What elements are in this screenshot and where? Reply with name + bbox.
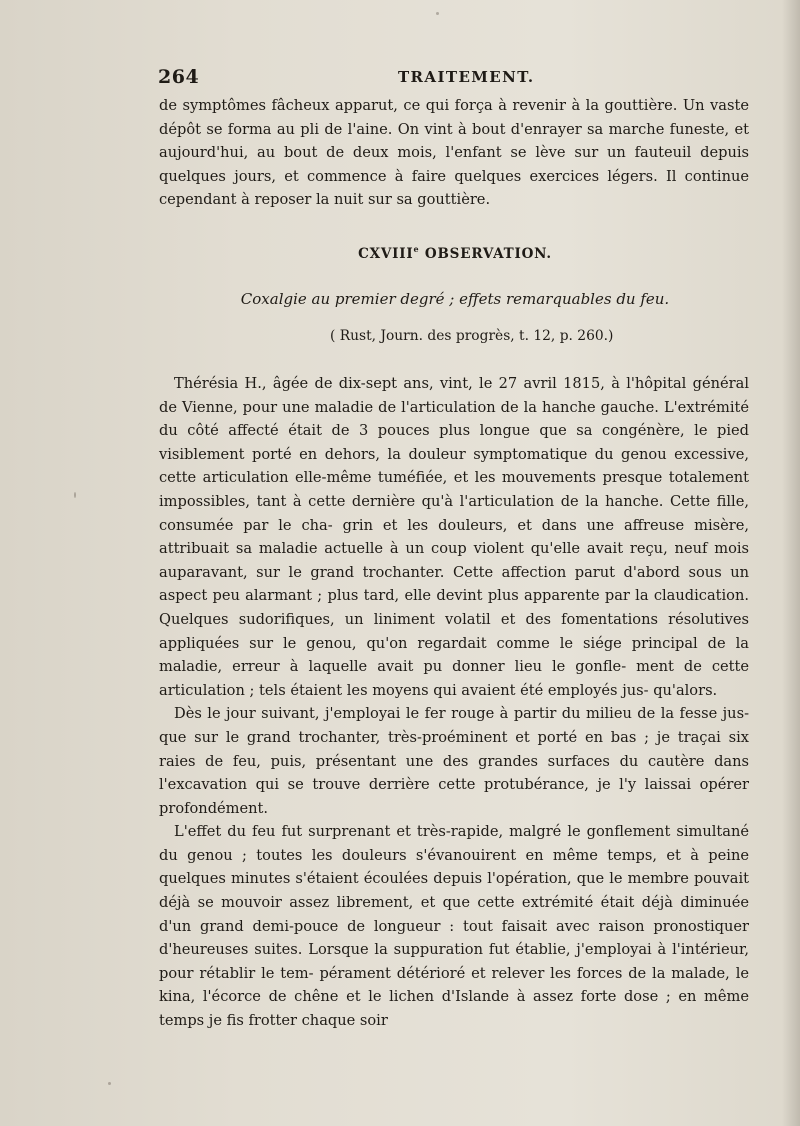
text-line: des fomentations résolutives appliquées sur le genou, qu'on regardait comme xyxy=(159,610,749,652)
running-head: TRAITEMENT. xyxy=(398,68,535,86)
text-line: du genou ; toutes les douleurs s'évanouirent en même temps, et à peine quelques xyxy=(159,846,749,888)
text-line: de symptômes fâcheux apparut, ce qui força à revenir à la gouttière. Un vaste xyxy=(159,97,749,114)
text-line: Thérésia H., âgée de dix-sept ans, vint, le 27 avril 1815, à l'hôpital général de xyxy=(159,375,749,416)
text-line: que sur le grand trochanter, très-proéminent et porté en bas ; je traçai six raies xyxy=(159,728,749,770)
paragraph-2 xyxy=(159,702,749,820)
page-header xyxy=(158,66,750,92)
paper-speck xyxy=(108,1082,111,1085)
observation-number-suffix: e xyxy=(413,244,420,254)
text-line: cette dernière qu'à l'articulation de la hanche. Cette fille, consumée par le cha- xyxy=(159,492,750,534)
text-line: jours, et commence à faire quelques exercices légers. Il continue cependant à xyxy=(159,167,750,209)
text-line: demi-pouce de longueur : tout faisait avec raison pronostiquer d'heureuses suites. xyxy=(159,917,749,959)
text-line: qui se trouve derrière cette protubérance, je l'y laissai opérer profondément. xyxy=(159,776,749,817)
text-line: de feu, puis, présentant une des grandes surfaces du cautère dans l'excavation xyxy=(159,752,749,794)
paper-speck xyxy=(436,12,439,15)
text-line: dépôt se forma au pli de l'aine. On vint à bout d'enrayer sa marche funeste, et xyxy=(159,120,749,138)
observation-number: CXVIII xyxy=(358,246,414,262)
text-line: grin et les douleurs, et dans une affreuse misère, attribuait sa maladie actuelle xyxy=(159,516,749,558)
paper-speck xyxy=(74,492,76,498)
main-body xyxy=(159,372,749,1033)
text-line: Cette affection parut d'abord sous un aspect peu alarmant ; plus tard, elle devint xyxy=(159,563,749,605)
text-line: aujourd'hui, au bout de deux mois, l'enfant se lève sur un fauteuil depuis quelques xyxy=(159,144,749,185)
text-line: elle-même tuméfiée, et les mouvements presque totalement impossibles, tant à xyxy=(159,469,750,510)
text-line: mouvoir assez librement, et que cette extrémité était déjà diminuée d'un grand xyxy=(159,894,749,935)
text-line: reposer la nuit sur sa gouttière. xyxy=(254,191,491,209)
citation: ( Rust, Journ. des progrès, t. 12, p. 260.) xyxy=(330,328,614,344)
text-line: plus apparente par la claudication. Quelques sudorifiques, un liniment volatil et xyxy=(159,587,750,628)
intro-paragraph xyxy=(159,94,749,212)
text-line: et le lichen d'Islande à assez forte dose ; en même temps je fis frotter chaque soir xyxy=(159,988,750,1030)
observation-label: OBSERVATION. xyxy=(419,246,552,262)
observation-title xyxy=(159,244,751,262)
text-line: pérament détérioré et relever les forces de la malade, le kina, l'écorce de chêne xyxy=(159,964,750,1006)
page-edge-shadow xyxy=(782,0,800,1126)
text-line: L'effet du feu fut surprenant et très-rapide, malgré le gonflement simultané xyxy=(174,823,749,841)
observation-subtitle: Coxalgie au premier degré ; effets remarquables du feu. xyxy=(240,290,670,308)
text-line: minutes s'étaient écoulées depuis l'opération, que le membre pouvait déjà se xyxy=(159,870,749,912)
text-line: Vienne, pour une maladie de l'articulation de la hanche gauche. L'extrémité du xyxy=(159,398,749,440)
text-line: porté en dehors, la douleur symptomatique du genou excessive, cette articulation xyxy=(159,445,749,487)
paragraph-1 xyxy=(159,372,749,702)
text-line: côté affecté était de 3 pouces plus longue que sa congénère, le pied visiblement xyxy=(159,422,749,463)
text-line: à un coup violent qu'elle avait reçu, neuf mois auparavant, sur le grand trochanter. xyxy=(159,540,750,581)
text-line: Dès le jour suivant, j'employai le fer rouge à partir du milieu de la fesse jus- xyxy=(174,705,749,723)
text-line: Lorsque la suppuration fut établie, j'employai à l'intérieur, pour rétablir le tem- xyxy=(159,941,750,982)
text-line: le siége principal de la maladie, erreur à laquelle avait pu donner lieu le gonfle- xyxy=(159,634,749,676)
text-line: ment de cette articulation ; tels étaient les moyens qui avaient été employés jus- xyxy=(159,658,750,699)
intro-text xyxy=(159,94,749,212)
text-line: qu'alors. xyxy=(653,681,718,699)
page-number: 264 xyxy=(158,66,200,88)
paragraph-3 xyxy=(159,820,749,1032)
